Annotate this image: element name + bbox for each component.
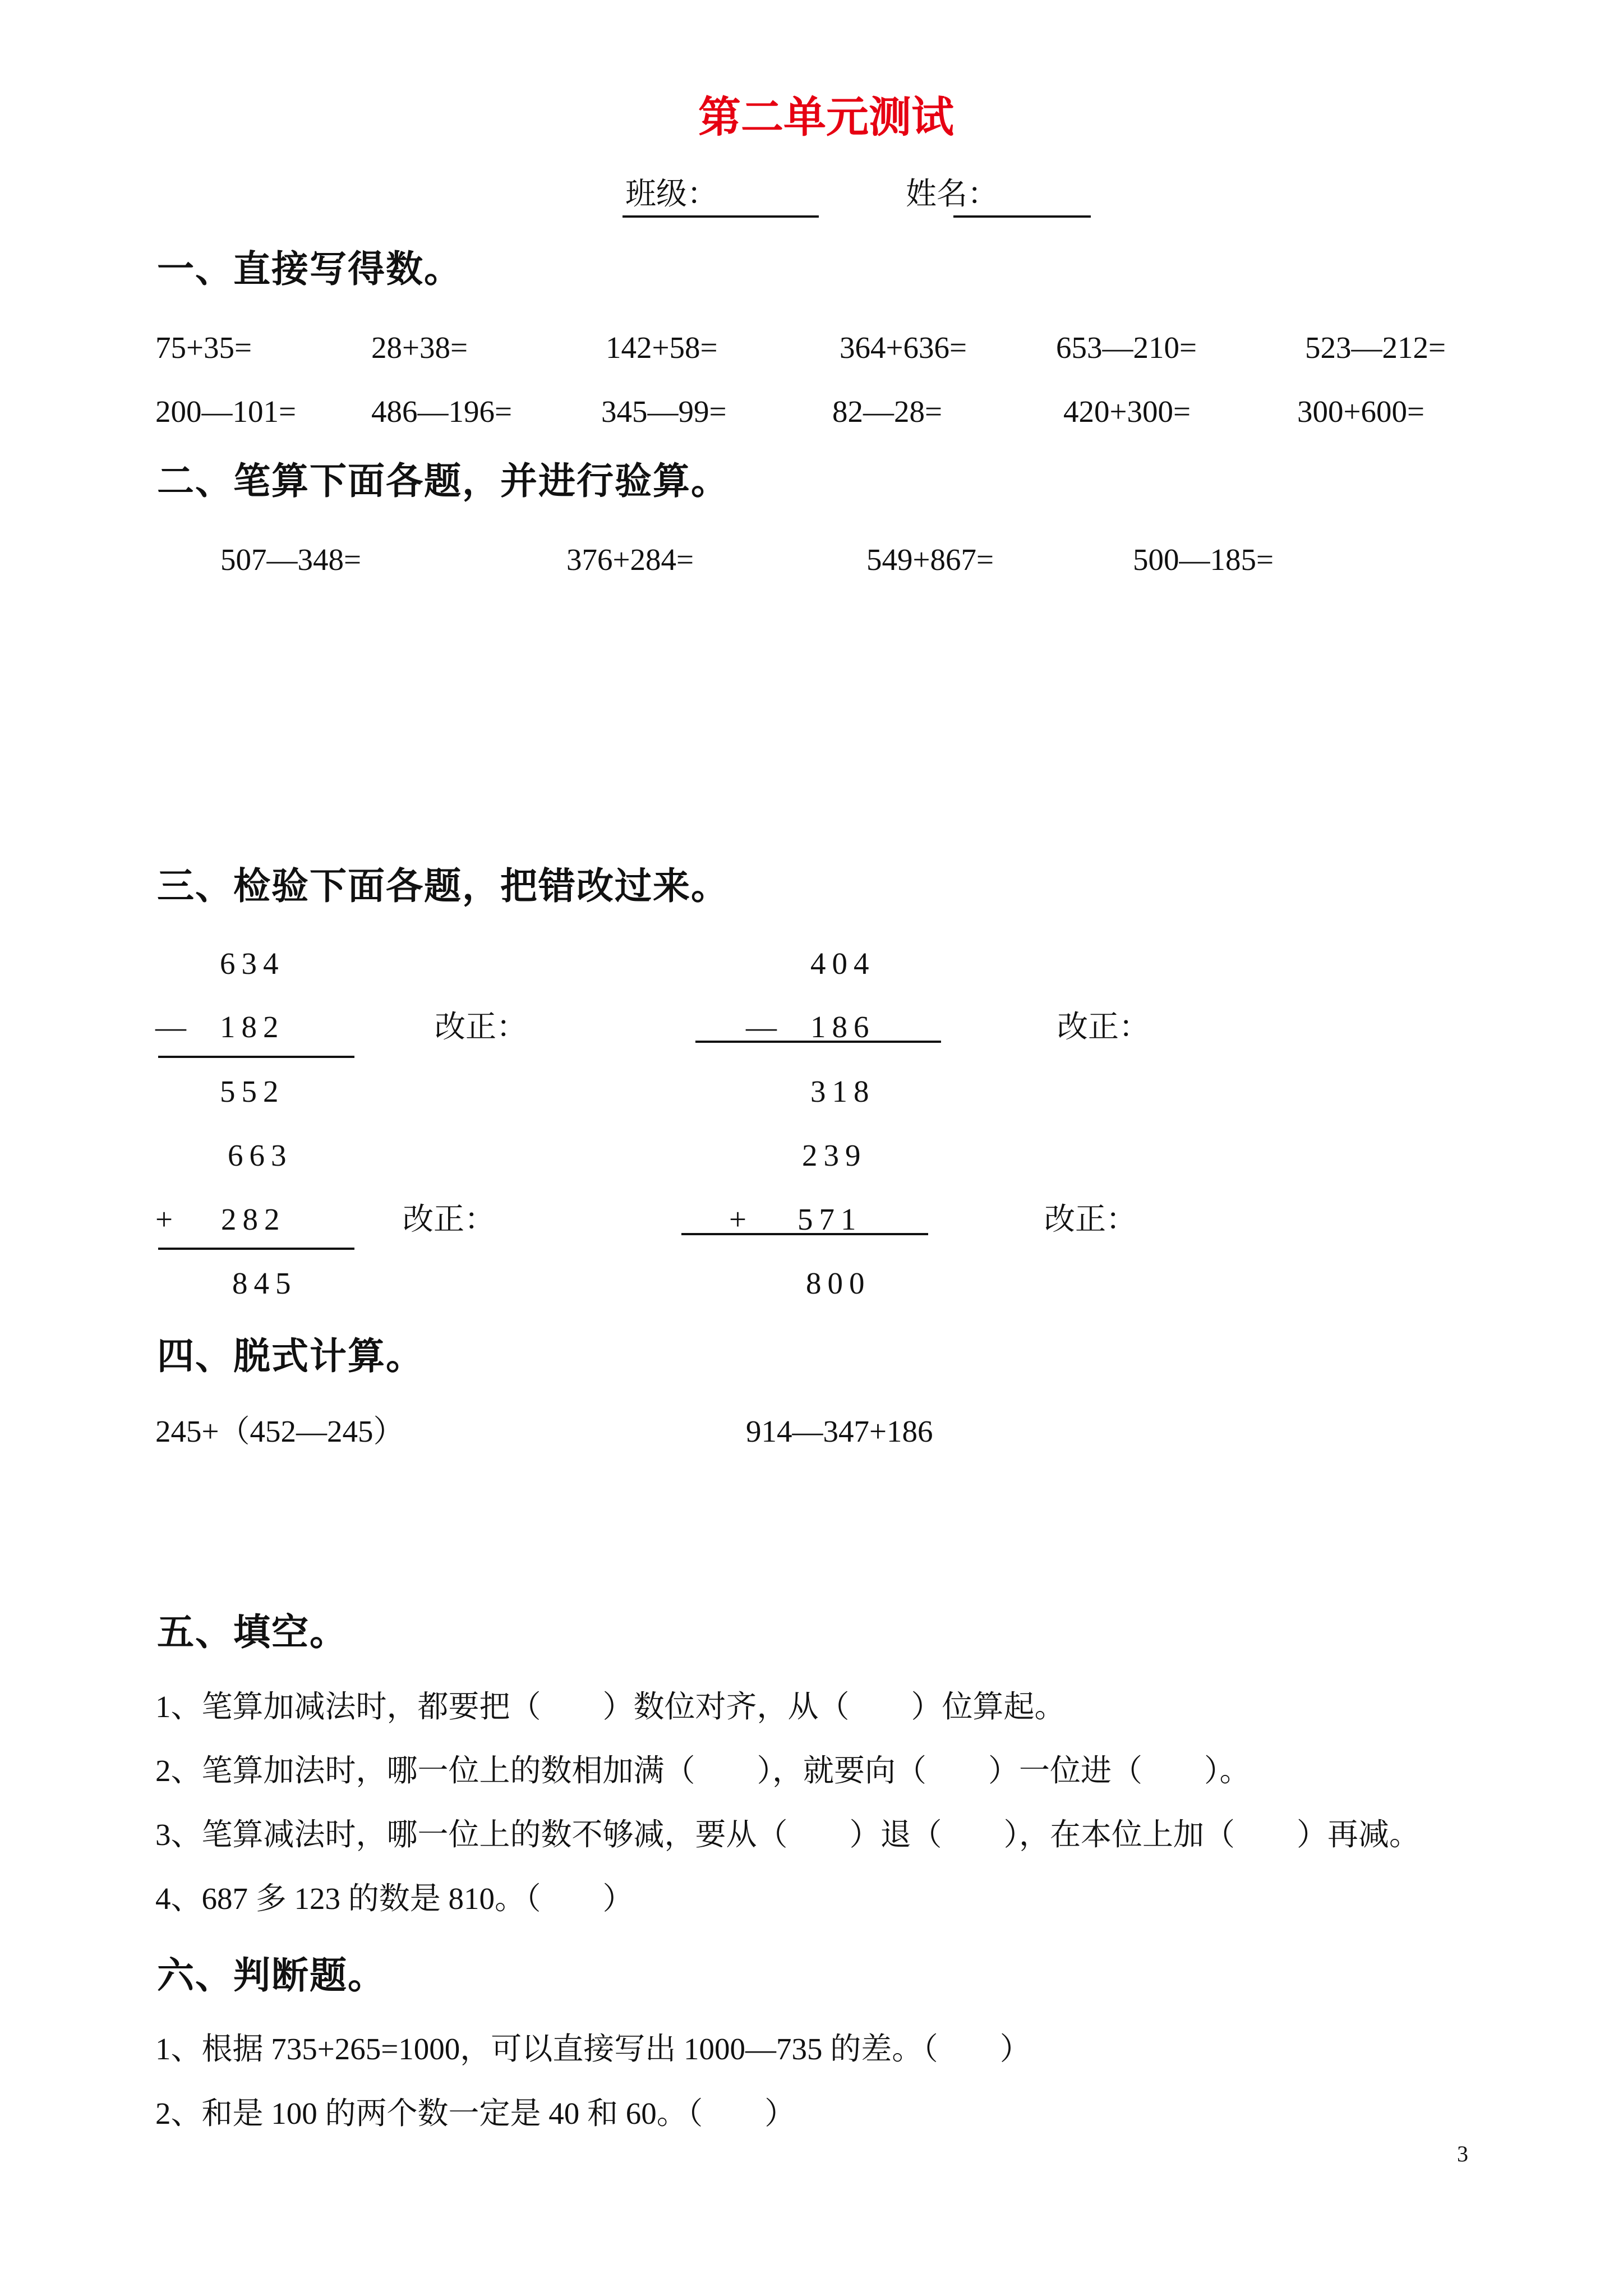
s1-row1-item: 364+636= bbox=[840, 330, 967, 365]
s1-row2-item: 200—101= bbox=[155, 394, 297, 429]
p3-bottom: 282 bbox=[221, 1202, 286, 1236]
p1-bottom: 182 bbox=[220, 1010, 285, 1044]
s1-row1-item: 653—210= bbox=[1056, 330, 1197, 365]
s1-row2-item: 420+300= bbox=[1063, 394, 1191, 429]
s5-question: 4、687 多 123 的数是 810。（ ） bbox=[155, 1881, 634, 1916]
p2-rule bbox=[695, 1041, 941, 1043]
page-number: 3 bbox=[1457, 2141, 1468, 2166]
s5-question: 3、笔算减法时，哪一位上的数不够减，要从（ ）退（ ），在本位上加（ ）再减。 bbox=[155, 1818, 1421, 1852]
section-5-heading: 五、填空。 bbox=[157, 1612, 348, 1653]
s5-question: 2、笔算加法时，哪一位上的数相加满（ ），就要向（ ）一位进（ ）。 bbox=[155, 1754, 1251, 1788]
class-blank[interactable] bbox=[623, 215, 819, 218]
section-1-heading: 一、直接写得数。 bbox=[157, 249, 462, 290]
page-title: 第二单元测试 bbox=[698, 94, 954, 141]
p3-operator: + bbox=[155, 1202, 173, 1236]
s2-item: 549+867= bbox=[866, 542, 994, 577]
s1-row2-item: 486—196= bbox=[371, 394, 513, 429]
s1-row2-item: 82—28= bbox=[832, 394, 943, 429]
section-4-heading: 四、脱式计算。 bbox=[157, 1336, 424, 1377]
p2-operator: — bbox=[746, 1010, 777, 1044]
s1-row2-item: 300+600= bbox=[1297, 394, 1425, 429]
name-blank[interactable] bbox=[953, 215, 1091, 218]
s6-question: 1、根据 735+265=1000，可以直接写出 1000—735 的差。（ ） bbox=[155, 2032, 1031, 2066]
class-label: 班级： bbox=[625, 177, 718, 211]
p2-fix-label: 改正： bbox=[1057, 1010, 1150, 1044]
p1-operator: — bbox=[155, 1010, 186, 1044]
s1-row1-item: 28+38= bbox=[371, 330, 468, 365]
s6-question: 2、和是 100 的两个数一定是 40 和 60。（ ） bbox=[155, 2096, 796, 2131]
s1-row1-item: 523—212= bbox=[1305, 330, 1446, 365]
p4-rule bbox=[681, 1233, 928, 1235]
p1-fix-label: 改正： bbox=[435, 1010, 528, 1044]
p4-top: 239 bbox=[802, 1138, 867, 1172]
p2-top: 404 bbox=[810, 946, 875, 981]
s2-item: 376+284= bbox=[566, 542, 694, 577]
p4-fix-label: 改正： bbox=[1044, 1202, 1137, 1236]
p4-result: 800 bbox=[806, 1266, 871, 1300]
p1-result: 552 bbox=[220, 1074, 285, 1108]
p2-result: 318 bbox=[810, 1074, 875, 1108]
section-6-heading: 六、判断题。 bbox=[157, 1955, 386, 1996]
s4-item: 245+（452—245） bbox=[155, 1414, 404, 1448]
p3-rule bbox=[158, 1248, 354, 1250]
name-label: 姓名： bbox=[906, 177, 999, 211]
s1-row2-item: 345—99= bbox=[601, 394, 727, 429]
s5-question: 1、笔算加减法时，都要把（ ）数位对齐，从（ ）位算起。 bbox=[155, 1690, 1066, 1724]
s4-item: 914—347+186 bbox=[746, 1414, 933, 1448]
section-3-heading: 三、检验下面各题，把错改过来。 bbox=[157, 866, 729, 907]
p4-operator: + bbox=[729, 1202, 747, 1236]
p4-bottom: 571 bbox=[797, 1202, 863, 1236]
p2-bottom: 186 bbox=[810, 1010, 875, 1044]
s1-row1-item: 142+58= bbox=[606, 330, 718, 365]
p3-top: 663 bbox=[228, 1138, 293, 1172]
s1-row1-item: 75+35= bbox=[155, 330, 252, 365]
p3-result: 845 bbox=[232, 1266, 297, 1300]
section-2-heading: 二、笔算下面各题，并进行验算。 bbox=[157, 461, 729, 502]
p1-rule bbox=[158, 1056, 354, 1058]
p3-fix-label: 改正： bbox=[403, 1202, 496, 1236]
s2-item: 507—348= bbox=[220, 542, 362, 577]
s2-item: 500—185= bbox=[1133, 542, 1274, 577]
p1-top: 634 bbox=[220, 946, 285, 981]
